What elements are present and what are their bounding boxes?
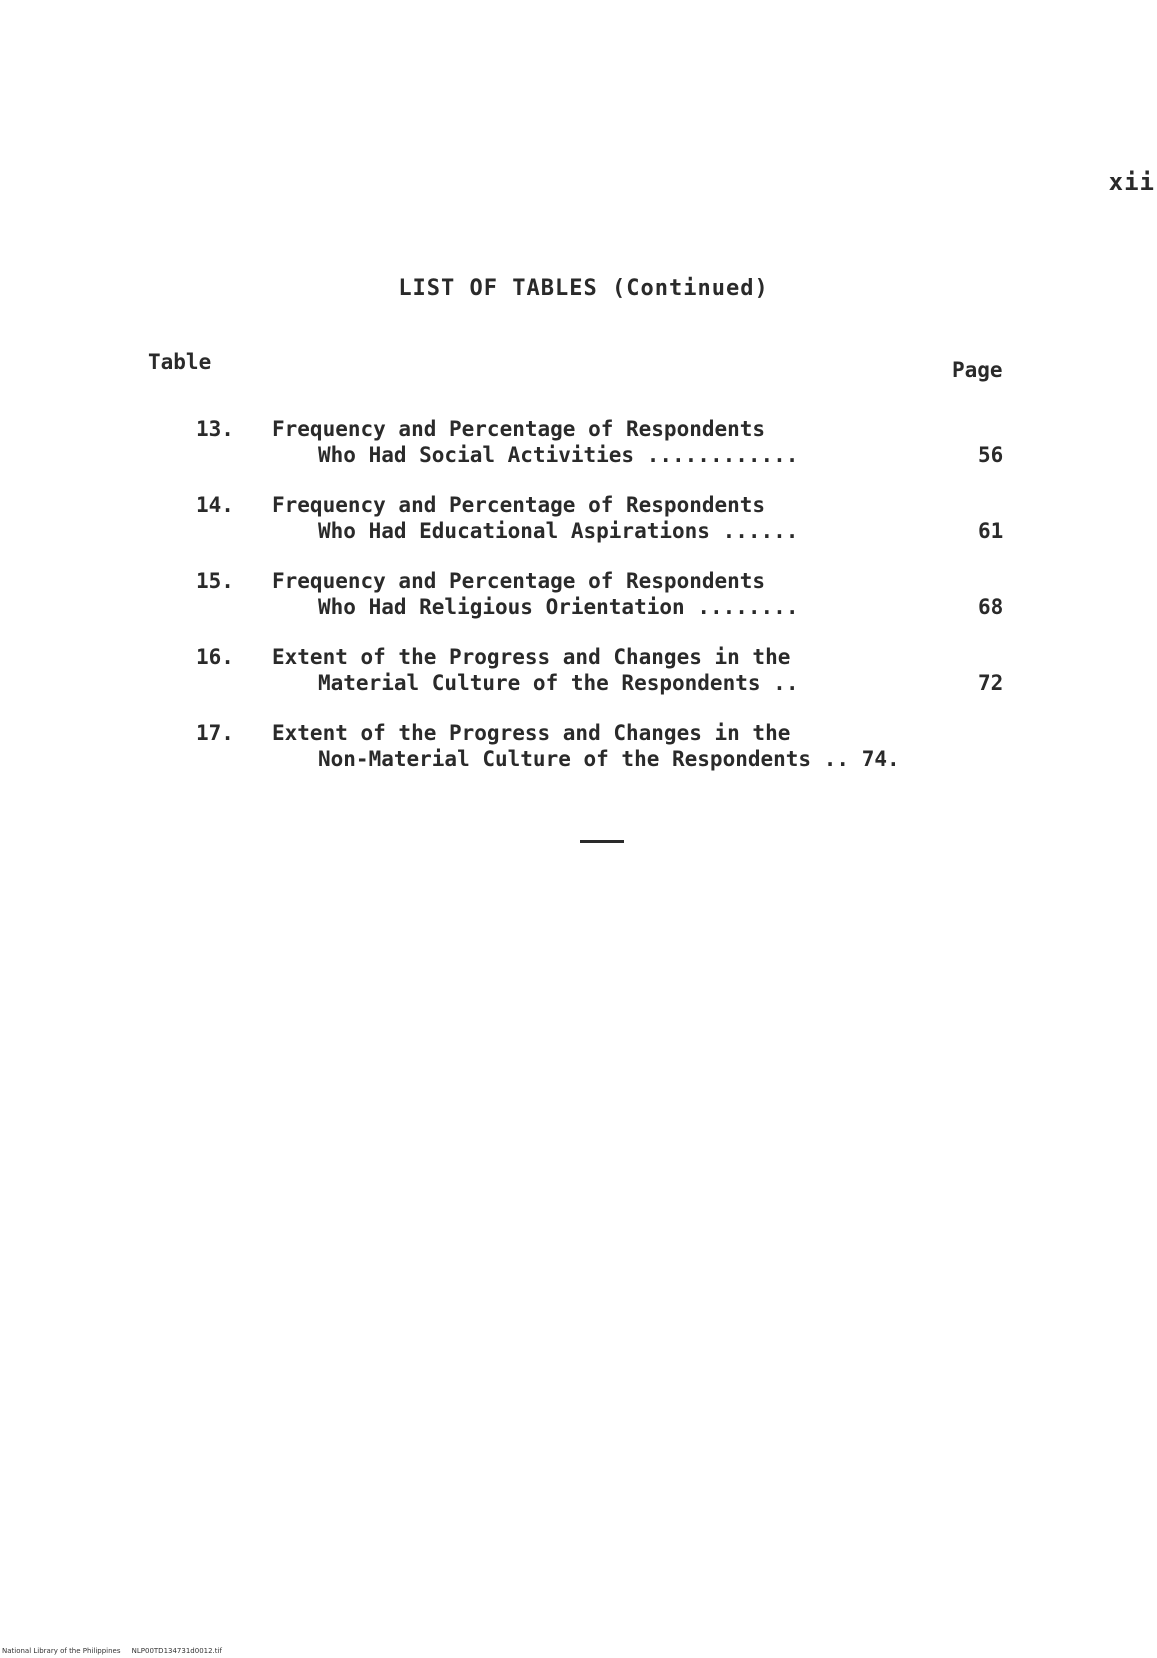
dot-leader: .. (823, 747, 850, 771)
list-item (0, 416, 1157, 476)
entry-title-line1: Frequency and Percentage of Respondents (272, 417, 766, 441)
list-item (0, 644, 1157, 704)
entry-title-line2 (318, 670, 798, 696)
entry-title-line2-text: Non-Material Culture of the Respondents (318, 747, 812, 771)
column-header-table: Table (148, 350, 212, 374)
entry-page: 68 (978, 595, 1004, 619)
dot-leader: ........ (697, 595, 799, 619)
entry-title-line1: Extent of the Progress and Changes in the (272, 645, 791, 669)
column-header-page: Page (952, 358, 1003, 382)
footer-file: NLP00TD134731d0012.tif (131, 1647, 222, 1655)
footer-library: National Library of the Philippines (2, 1647, 121, 1655)
entry-title-line2-text: Who Had Religious Orientation (318, 595, 685, 619)
list-item (0, 492, 1157, 552)
entry-number: 15. (196, 569, 234, 593)
entry-title-line1: Frequency and Percentage of Respondents (272, 569, 766, 593)
list-item (0, 720, 1157, 780)
entry-title-line2 (318, 746, 900, 772)
entry-title-line2 (318, 594, 798, 620)
entry-page: 56 (978, 443, 1004, 467)
dot-leader: .. (773, 671, 799, 695)
entry-number: 13. (196, 417, 234, 441)
entry-title-line2 (318, 518, 798, 544)
dot-leader: ...... (722, 519, 799, 543)
dot-leader: ............ (646, 443, 799, 467)
entry-title-line1: Extent of the Progress and Changes in the (272, 721, 791, 745)
end-rule (580, 840, 624, 843)
page-title: LIST OF TABLES (Continued) (398, 276, 769, 301)
page-number: xii (1108, 168, 1155, 196)
entry-number: 17. (196, 721, 234, 745)
entry-title-line2-text: Who Had Educational Aspirations (318, 519, 710, 543)
entry-title-line2-text: Who Had Social Activities (318, 443, 635, 467)
entry-number: 16. (196, 645, 234, 669)
list-item (0, 568, 1157, 628)
entry-title-line2-text: Material Culture of the Respondents (318, 671, 761, 695)
entry-page: 74. (861, 747, 900, 771)
entry-page: 61 (978, 519, 1004, 543)
entry-number: 14. (196, 493, 234, 517)
scan-footer (2, 1647, 222, 1655)
entry-title-line2 (318, 442, 798, 468)
entry-page: 72 (978, 671, 1004, 695)
entry-title-line1: Frequency and Percentage of Respondents (272, 493, 766, 517)
